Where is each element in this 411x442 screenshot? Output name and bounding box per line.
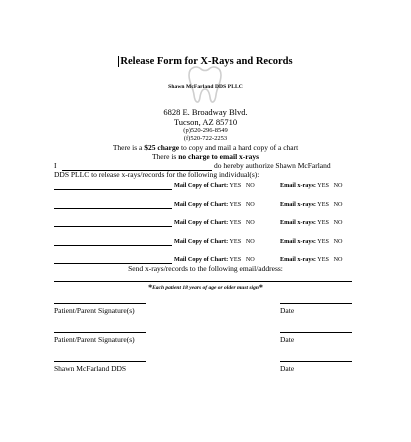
signature-line[interactable] [54,361,146,362]
mail-yes-option[interactable]: YES [229,201,242,208]
email-no-option[interactable]: NO [333,256,343,263]
email-xrays-option: Email x-rays: YES NO [280,201,343,208]
mail-no-option[interactable]: NO [245,238,255,245]
asterisk-icon: * [148,283,153,292]
phone-number: (p)520-296-8549 [183,127,228,134]
practice-name: Shawn McFarland DDS PLLC [168,84,243,90]
email-yes-option[interactable]: YES [317,238,329,245]
mail-yes-option[interactable]: YES [229,238,242,245]
mail-copy-option: Mail Copy of Chart: YES NO [174,238,255,245]
authorization-prefix: I [54,161,57,170]
email-charge-notice: There is no charge to email x-rays [151,152,260,161]
individual-name-field[interactable] [54,237,172,246]
asterisk-icon: * [258,283,263,292]
email-no-option[interactable]: NO [333,201,343,208]
email-no-option[interactable]: NO [333,219,343,226]
age-signature-note: *Each patient 18 years of age or older must sign* [148,283,263,292]
date-line[interactable] [280,303,352,304]
mail-copy-option: Mail Copy of Chart: YES NO [174,201,255,208]
mail-no-option[interactable]: NO [245,219,255,226]
address-line-1: 6828 E. Broadway Blvd. [163,107,248,117]
date-label: Date [280,306,295,315]
mail-no-option[interactable]: NO [245,256,255,263]
date-line[interactable] [280,361,352,362]
email-xrays-option: Email x-rays: YES NO [280,219,343,226]
mail-yes-option[interactable]: YES [229,219,242,226]
email-no-option[interactable]: NO [333,238,343,245]
individual-name-field[interactable] [54,181,172,190]
email-xrays-option: Email x-rays: YES NO [280,182,343,189]
signature-line[interactable] [54,332,146,333]
mail-copy-option: Mail Copy of Chart: YES NO [174,256,255,263]
mail-yes-option[interactable]: YES [229,182,242,189]
address-line-2: Tucson, AZ 85710 [173,117,238,127]
individual-name-field[interactable] [54,218,172,227]
email-yes-option[interactable]: YES [317,201,329,208]
form-title: Release Form for X-Rays and Records [120,56,293,67]
mail-no-option[interactable]: NO [245,182,255,189]
copy-charge-notice: There is a $25 charge to copy and mail a hard copy of a chart [112,143,299,152]
signature-label: Patient/Parent Signature(s) [54,335,135,344]
email-yes-option[interactable]: YES [317,182,329,189]
date-label: Date [280,335,295,344]
email-xrays-option: Email x-rays: YES NO [280,238,343,245]
signature-line[interactable] [54,303,146,304]
signature-label: Patient/Parent Signature(s) [54,306,135,315]
dentist-signature-label: Shawn McFarland DDS [54,364,127,373]
mail-no-option[interactable]: NO [245,201,255,208]
email-xrays-option: Email x-rays: YES NO [280,256,343,263]
send-to-label: Send x-rays/records to the following email/address: [128,264,283,273]
individual-name-field[interactable] [54,200,172,209]
send-to-address-field[interactable] [54,281,352,282]
date-line[interactable] [280,332,352,333]
email-no-option[interactable]: NO [333,182,343,189]
mail-copy-option: Mail Copy of Chart: YES NO [174,219,255,226]
individual-name-field[interactable] [54,255,172,264]
email-yes-option[interactable]: YES [317,219,329,226]
email-yes-option[interactable]: YES [317,256,329,263]
authorization-text-line2: DDS PLLC to release x-rays/records for the following individual(s): [54,170,260,179]
authorization-text: do hereby authorize Shawn McFarland [214,161,331,170]
mail-copy-option: Mail Copy of Chart: YES NO [174,182,255,189]
fax-number: (f)520-722-2253 [183,135,228,142]
mail-yes-option[interactable]: YES [229,256,242,263]
date-label: Date [280,364,295,373]
